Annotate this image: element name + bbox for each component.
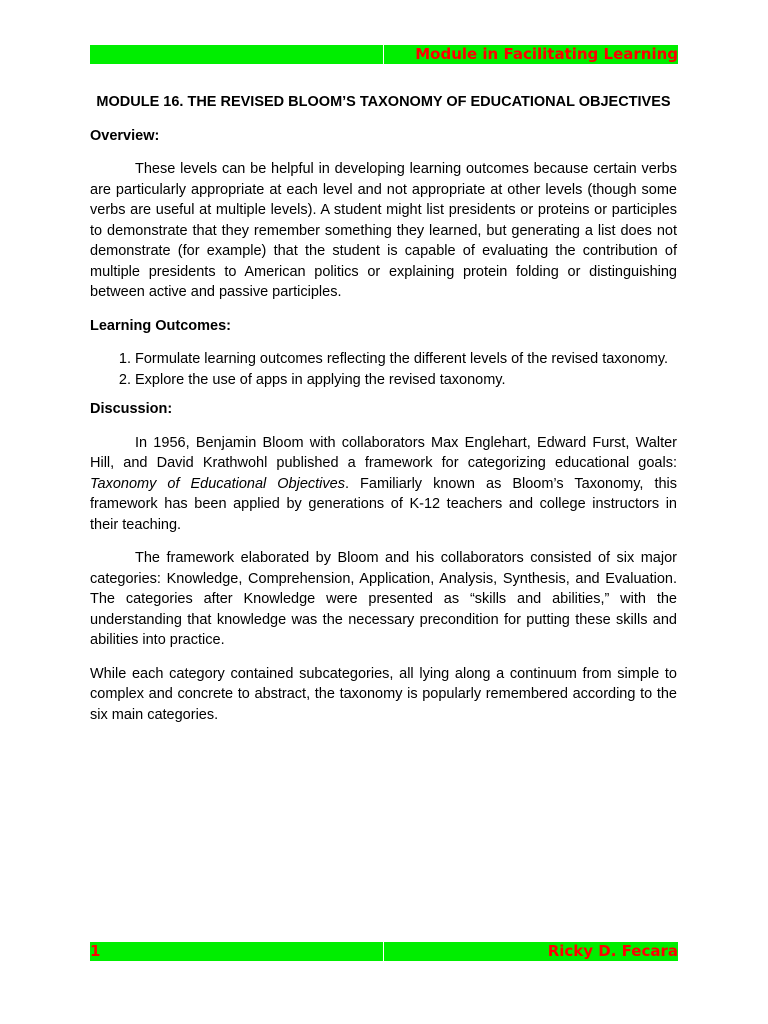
page-title: MODULE 16. THE REVISED BLOOM’S TAXONOMY OF EDUCATIONAL OBJECTIVES [96,94,671,110]
discussion-heading: Discussion: [90,401,173,417]
discussion-p1-text: In 1956, Benjamin Bloom with collaborators Max Englehart, Edward Furst, Walter Hill, and David Krathwohl published a framework for categorizing educational goals: [90,434,677,471]
book-title: Taxonomy of Educational Objectives [90,475,345,492]
list-item: 1. Formulate learning outcomes reflecting the different levels of the revised taxonomy. [135,349,677,370]
discussion-p1-text-cont: . Familiarly known as Bloom’s Taxonomy, this framework has been applied by generations of K-12 teachers and college instructors in their teaching. [90,475,678,533]
learning-outcomes-list [90,349,677,390]
author-name: Ricky D. Fecara [547,942,678,960]
overview-heading: Overview: [90,127,160,144]
header-band [90,45,678,64]
header-divider [383,45,384,64]
discussion-paragraph-2: The framework elaborated by Bloom and his collaborators consisted of six major categories: Knowledge, Comprehension, Application, Analysis, Synthesis, and Evaluation. The categories after Knowledge were presented as “skills and abilities,” with the understanding that knowledge was the necessary precondition for putting these skills and abilities into practice. [90,550,677,648]
discussion-paragraph-3: While each category contained subcategories, all lying along a continuum from simple to complex and concrete to abstract, the taxonomy is popularly remembered according to the six main categories. [90,665,677,723]
running-title: Module in Facilitating Learning [415,45,678,63]
page-number: 1 [90,942,101,960]
document-body [90,92,677,738]
footer-band [90,942,678,961]
overview-paragraph: These levels can be helpful in developing learning outcomes because certain verbs are particularly appropriate at each level and not appropriate at other levels (though some verbs are useful at multiple levels). A student might list presidents or proteins or participles to demonstrate that they remember something they learned, but generating a list does not demonstrate (for example) that the student is capable of evaluating the contribution of multiple presidents to American politics or explaining protein folding or distinguishing between active and passive participles. [90,161,677,300]
list-item: 2. Explore the use of apps in applying the revised taxonomy. [135,370,677,391]
learning-outcomes-heading: Learning Outcomes: [90,317,231,334]
footer-divider [383,942,384,961]
discussion-paragraph-1 [90,433,677,536]
